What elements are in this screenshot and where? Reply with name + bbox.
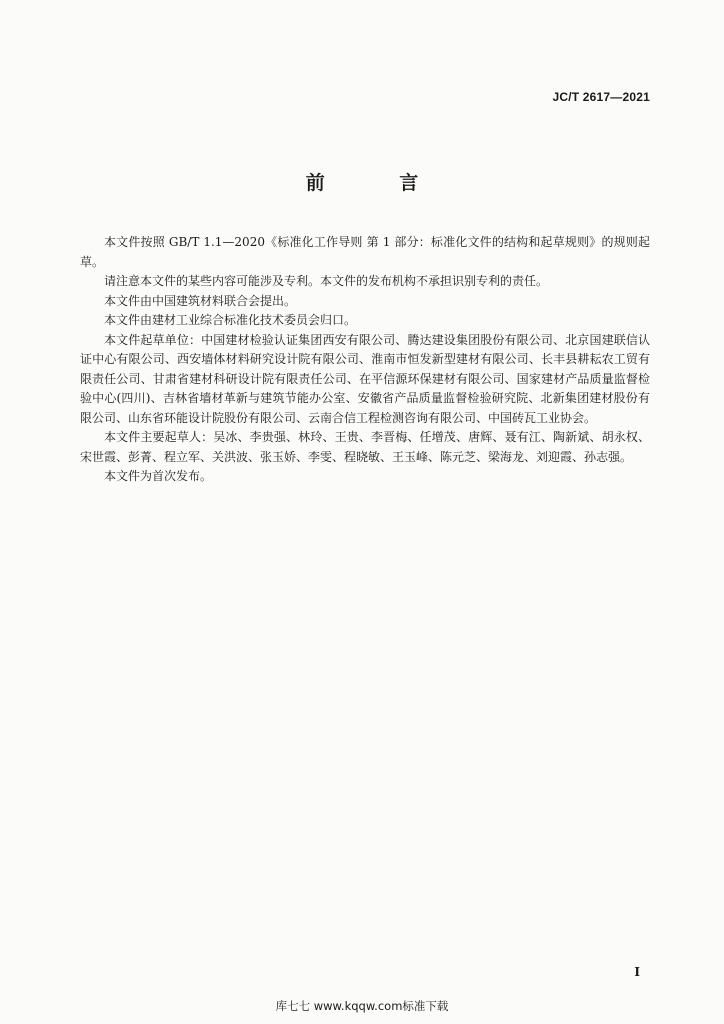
page-title: 前 言 (305, 172, 453, 194)
paragraph-administered-by: 本文件由建材工业综合标准化技术委员会归口。 (104, 313, 357, 327)
paragraph-patent-notice: 请注意本文件的某些内容可能涉及专利。本文件的发布机构不承担识别专利的责任。 (104, 274, 549, 288)
paragraph-drafting-units: 本文件起草单位：中国建材检验认证集团西安有限公司、腾达建设集团股份有限公司、北京国建联信认证中心有限公司、西安墙体材料研究设计院有限公司、淮南市恒发新型建材有限公司、长丰县耕耘农工贸有限责任公司、甘肃省建材科研设计院有限责任公司、在平信源环保建材有限公司、国家建材产品质量监督检验中心(四川)、吉林省墙材革新与建筑节能办公室、安徽省产品质量监督检验研究院、北新集团建材股份有限公司、山东省环能设计院股份有限公司、云南合信工程检测咨询有限公司、中国砖瓦工业协会。 (80, 332, 650, 425)
paragraph-drafting-rules: 本文件按照 GB/T 1.1—2020《标准化工作导则 第 1 部分：标准化文件的结构和起草规则》的规则起草。 (80, 235, 650, 269)
foreword-body (80, 233, 650, 487)
page-number: I (634, 965, 640, 979)
paragraph-first-edition: 本文件为首次发布。 (104, 469, 213, 483)
paragraph-drafters: 本文件主要起草人：吴冰、李贵强、林玲、王贵、李晋梅、任增茂、唐辉、聂有江、陶新斌、胡永权、宋世霞、彭菁、程立军、关洪波、张玉娇、李雯、程晓敏、王玉峰、陈元芝、梁海龙、刘迎霞、孙志强。 (80, 430, 650, 464)
paragraph-proposed-by: 本文件由中国建筑材料联合会提出。 (104, 293, 297, 308)
standard-code: JC/T 2617—2021 (552, 90, 650, 104)
footer-watermark: 库七七 www.kqqw.com标准下载 (275, 999, 449, 1013)
